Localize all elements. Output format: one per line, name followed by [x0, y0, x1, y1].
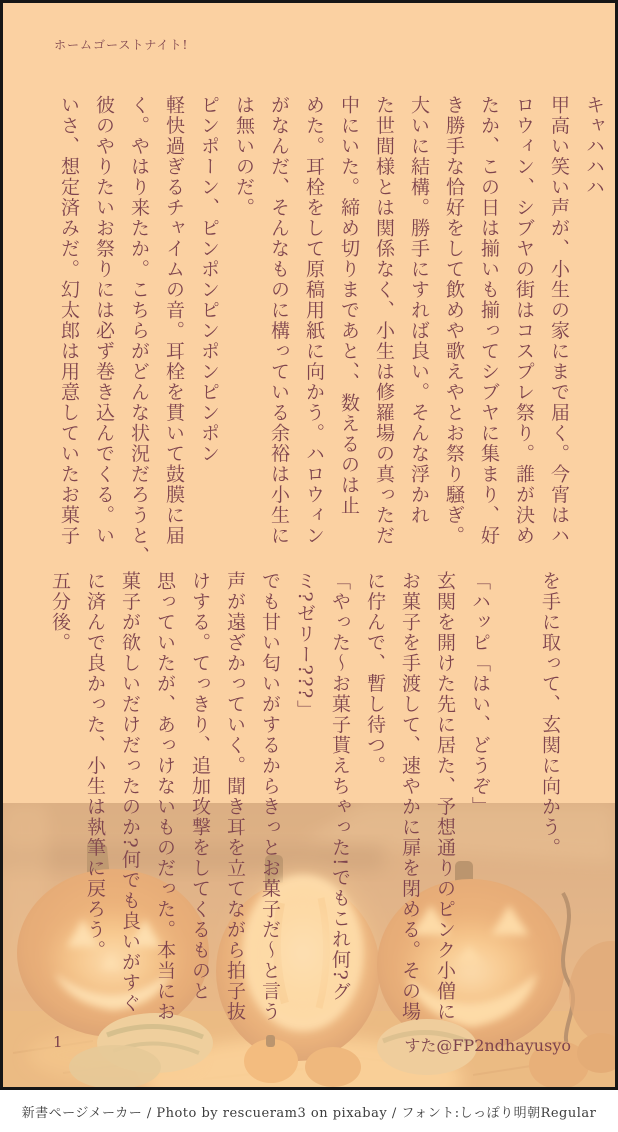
- story-text-line: を手に取って、玄関に向かう。: [539, 571, 561, 858]
- story-text-line: 菓子が欲しいだけだったのか?何でも良いがすぐ: [119, 571, 141, 1014]
- story-text-line: がなんだ、そんなものに構っている余裕は小生に: [268, 95, 290, 546]
- story-text-line: 甲高い笑い声が、小生の家にまで届く。今宵はハ: [548, 95, 570, 546]
- story-text-line: 大いに結構。勝手にすれば良い。そんな浮かれ: [408, 95, 430, 526]
- story-text-line: お菓子を手渡して、速やかに扉を閉める。その場: [399, 571, 421, 1022]
- story-text-line: 彼のやりたいお祭りには必ず巻き込んでくる。い: [93, 95, 115, 546]
- story-text-line: けする。てっきり、追加攻撃をしてくるものと: [189, 571, 211, 1002]
- story-text-line: めた。耳栓をして原稿用紙に向かう。ハロウィン: [303, 95, 325, 546]
- story-text-line: でも甘い匂いがするからきっとお菓子だ〜と言う: [259, 571, 281, 1022]
- story-text-line: は無いのだ。: [233, 95, 255, 218]
- story-text-line: く。やはり来たか。こちらがどんな状況だろうと、: [128, 95, 150, 567]
- story-text-line: き勝手な恰好をして飲めや歌えやとお祭り騒ぎ。: [443, 95, 465, 546]
- story-text-line: 中にいた。締め切りまであと、、数えるのは止: [338, 95, 360, 516]
- story-block-lower: [42, 571, 567, 1043]
- story-text-line: ミ?ゼリー???」: [294, 571, 316, 721]
- story-text-line: た世間様とは関係なく、小生は修羅場の真っただ: [373, 95, 395, 546]
- footer-credit: 新書ページメーカー / Photo by rescueram3 on pixabay / フォント:しっぽり明朝Regular: [0, 1090, 618, 1132]
- story-title: ホームゴーストナイト!: [54, 38, 189, 52]
- story-text-line: いさ、想定済みだ。幻太郎は用意していたお菓子: [58, 95, 80, 546]
- story-block-upper: [51, 95, 611, 567]
- story-text-line: たか、この日は揃いも揃ってシブヤに集まり、好: [478, 95, 500, 546]
- story-text-line: ピンポーン、ピンポンピンポンピンポン: [198, 95, 220, 464]
- author-credit: すた@FP2ndhayusyo: [404, 1036, 571, 1055]
- story-text-line: キャハハハ: [583, 95, 605, 198]
- story-text-line: 五分後。: [49, 571, 71, 653]
- story-text-line: 軽快過ぎるチャイムの音。耳栓を貫いて鼓膜に届: [163, 95, 185, 546]
- story-text-line: ロウィン、シブヤの街はコスプレ祭り。誰が決め: [513, 95, 535, 546]
- story-text-line: 思っていたが、あっけないものだった。本当にお: [154, 571, 176, 1022]
- story-text-line: 「やった〜お菓子貰えちゃった!でもこれ何?グ: [329, 571, 351, 1002]
- story-text-line: 玄関を開けた先に居た、予想通りのピンク小僧に: [434, 571, 456, 1022]
- page-number: 1: [53, 1033, 63, 1051]
- story-text-line: 「ハッピ「はい、どうぞ」: [469, 571, 491, 817]
- story-text-line: [497, 571, 532, 1043]
- story-text-line: に佇んで、暫し待つ。: [364, 571, 386, 776]
- story-text-line: 声が遠ざかっていく。聞き耳を立てながら拍子抜: [224, 571, 246, 1022]
- story-text-line: に済んで良かった、小生は執筆に戻ろう。: [84, 571, 106, 961]
